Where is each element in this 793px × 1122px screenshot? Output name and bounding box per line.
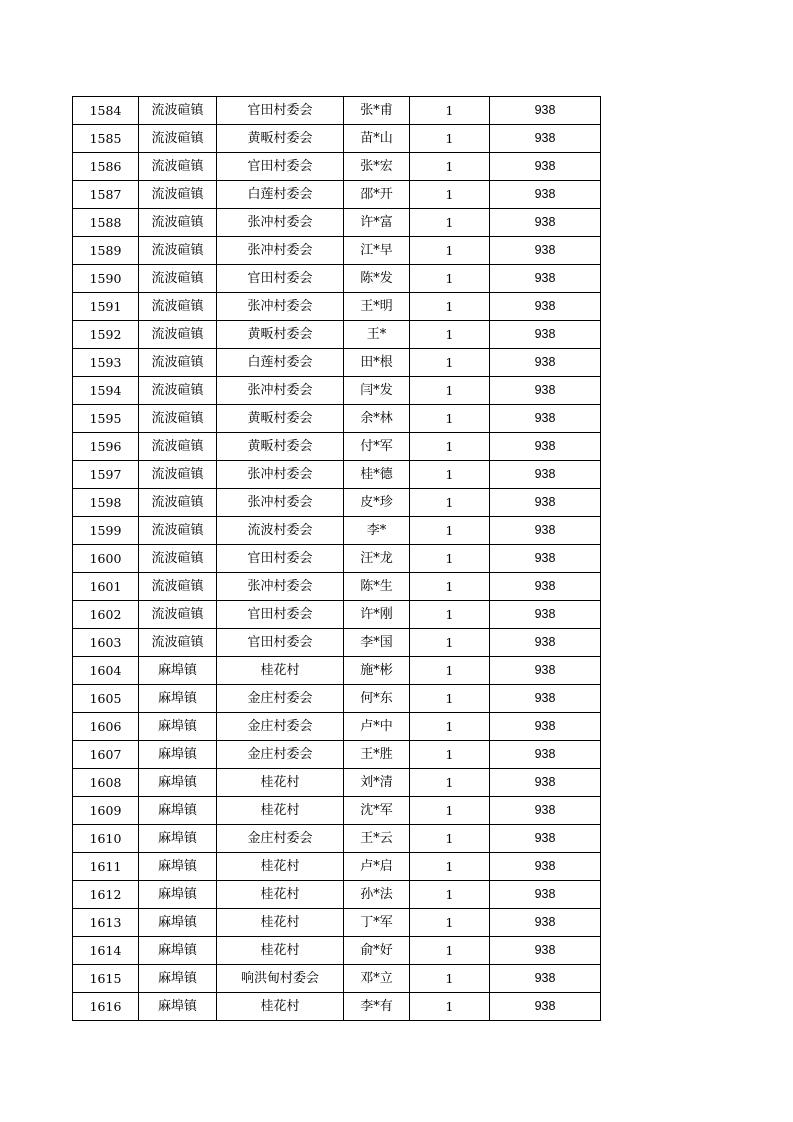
roster-table-body bbox=[73, 97, 601, 1021]
amount-cell: 938 bbox=[490, 741, 601, 769]
amount-cell: 938 bbox=[490, 433, 601, 461]
person-name-cell: 陈*发 bbox=[344, 265, 410, 293]
count-cell: 1 bbox=[410, 573, 490, 601]
amount-cell: 938 bbox=[490, 377, 601, 405]
village-cell: 张冲村委会 bbox=[217, 377, 344, 405]
count-cell: 1 bbox=[410, 741, 490, 769]
person-name-cell: 余*林 bbox=[344, 405, 410, 433]
count-cell: 1 bbox=[410, 825, 490, 853]
count-cell: 1 bbox=[410, 321, 490, 349]
table-row bbox=[73, 965, 601, 993]
row-number-cell: 1608 bbox=[73, 769, 139, 797]
count-cell: 1 bbox=[410, 181, 490, 209]
town-cell: 麻埠镇 bbox=[139, 769, 217, 797]
table-row bbox=[73, 433, 601, 461]
count-cell: 1 bbox=[410, 629, 490, 657]
amount-cell: 938 bbox=[490, 657, 601, 685]
person-name-cell: 江*早 bbox=[344, 237, 410, 265]
town-cell: 流波碹镇 bbox=[139, 321, 217, 349]
village-cell: 张冲村委会 bbox=[217, 489, 344, 517]
person-name-cell: 李*有 bbox=[344, 993, 410, 1021]
village-cell: 官田村委会 bbox=[217, 545, 344, 573]
person-name-cell: 卢*启 bbox=[344, 853, 410, 881]
amount-cell: 938 bbox=[490, 293, 601, 321]
amount-cell: 938 bbox=[490, 965, 601, 993]
amount-cell: 938 bbox=[490, 993, 601, 1021]
table-row bbox=[73, 573, 601, 601]
amount-cell: 938 bbox=[490, 825, 601, 853]
count-cell: 1 bbox=[410, 601, 490, 629]
town-cell: 流波碹镇 bbox=[139, 629, 217, 657]
table-row bbox=[73, 517, 601, 545]
table-row bbox=[73, 993, 601, 1021]
village-cell: 官田村委会 bbox=[217, 97, 344, 125]
town-cell: 麻埠镇 bbox=[139, 965, 217, 993]
count-cell: 1 bbox=[410, 209, 490, 237]
person-name-cell: 汪*龙 bbox=[344, 545, 410, 573]
amount-cell: 938 bbox=[490, 349, 601, 377]
person-name-cell: 陈*生 bbox=[344, 573, 410, 601]
count-cell: 1 bbox=[410, 965, 490, 993]
amount-cell: 938 bbox=[490, 209, 601, 237]
amount-cell: 938 bbox=[490, 937, 601, 965]
row-number-cell: 1587 bbox=[73, 181, 139, 209]
count-cell: 1 bbox=[410, 265, 490, 293]
row-number-cell: 1611 bbox=[73, 853, 139, 881]
amount-cell: 938 bbox=[490, 909, 601, 937]
row-number-cell: 1604 bbox=[73, 657, 139, 685]
amount-cell: 938 bbox=[490, 97, 601, 125]
person-name-cell: 李* bbox=[344, 517, 410, 545]
row-number-cell: 1599 bbox=[73, 517, 139, 545]
count-cell: 1 bbox=[410, 517, 490, 545]
table-row bbox=[73, 405, 601, 433]
table-row bbox=[73, 881, 601, 909]
amount-cell: 938 bbox=[490, 685, 601, 713]
amount-cell: 938 bbox=[490, 517, 601, 545]
village-cell: 张冲村委会 bbox=[217, 293, 344, 321]
table-row bbox=[73, 685, 601, 713]
amount-cell: 938 bbox=[490, 489, 601, 517]
town-cell: 流波碹镇 bbox=[139, 237, 217, 265]
amount-cell: 938 bbox=[490, 405, 601, 433]
count-cell: 1 bbox=[410, 993, 490, 1021]
row-number-cell: 1603 bbox=[73, 629, 139, 657]
table-row bbox=[73, 97, 601, 125]
person-name-cell: 许*富 bbox=[344, 209, 410, 237]
amount-cell: 938 bbox=[490, 545, 601, 573]
town-cell: 麻埠镇 bbox=[139, 853, 217, 881]
table-row bbox=[73, 293, 601, 321]
village-cell: 白莲村委会 bbox=[217, 181, 344, 209]
count-cell: 1 bbox=[410, 349, 490, 377]
table-row bbox=[73, 741, 601, 769]
row-number-cell: 1586 bbox=[73, 153, 139, 181]
person-name-cell: 刘*清 bbox=[344, 769, 410, 797]
town-cell: 流波碹镇 bbox=[139, 433, 217, 461]
table-row bbox=[73, 853, 601, 881]
town-cell: 流波碹镇 bbox=[139, 349, 217, 377]
row-number-cell: 1607 bbox=[73, 741, 139, 769]
row-number-cell: 1589 bbox=[73, 237, 139, 265]
person-name-cell: 田*根 bbox=[344, 349, 410, 377]
person-name-cell: 李*国 bbox=[344, 629, 410, 657]
table-row bbox=[73, 629, 601, 657]
amount-cell: 938 bbox=[490, 713, 601, 741]
person-name-cell: 王* bbox=[344, 321, 410, 349]
village-cell: 官田村委会 bbox=[217, 265, 344, 293]
row-number-cell: 1593 bbox=[73, 349, 139, 377]
table-row bbox=[73, 825, 601, 853]
town-cell: 流波碹镇 bbox=[139, 125, 217, 153]
village-cell: 响洪甸村委会 bbox=[217, 965, 344, 993]
village-cell: 桂花村 bbox=[217, 657, 344, 685]
count-cell: 1 bbox=[410, 237, 490, 265]
row-number-cell: 1614 bbox=[73, 937, 139, 965]
table-row bbox=[73, 489, 601, 517]
amount-cell: 938 bbox=[490, 265, 601, 293]
person-name-cell: 何*东 bbox=[344, 685, 410, 713]
row-number-cell: 1601 bbox=[73, 573, 139, 601]
row-number-cell: 1602 bbox=[73, 601, 139, 629]
count-cell: 1 bbox=[410, 937, 490, 965]
person-name-cell: 邓*立 bbox=[344, 965, 410, 993]
town-cell: 麻埠镇 bbox=[139, 881, 217, 909]
count-cell: 1 bbox=[410, 405, 490, 433]
table-row bbox=[73, 153, 601, 181]
village-cell: 桂花村 bbox=[217, 993, 344, 1021]
town-cell: 流波碹镇 bbox=[139, 97, 217, 125]
amount-cell: 938 bbox=[490, 853, 601, 881]
roster-table bbox=[72, 96, 601, 1021]
town-cell: 流波碹镇 bbox=[139, 601, 217, 629]
table-row bbox=[73, 209, 601, 237]
count-cell: 1 bbox=[410, 97, 490, 125]
town-cell: 麻埠镇 bbox=[139, 741, 217, 769]
person-name-cell: 王*胜 bbox=[344, 741, 410, 769]
table-row bbox=[73, 349, 601, 377]
town-cell: 麻埠镇 bbox=[139, 657, 217, 685]
amount-cell: 938 bbox=[490, 321, 601, 349]
amount-cell: 938 bbox=[490, 153, 601, 181]
row-number-cell: 1597 bbox=[73, 461, 139, 489]
person-name-cell: 俞*好 bbox=[344, 937, 410, 965]
table-row bbox=[73, 125, 601, 153]
count-cell: 1 bbox=[410, 377, 490, 405]
amount-cell: 938 bbox=[490, 237, 601, 265]
table-row bbox=[73, 909, 601, 937]
person-name-cell: 桂*德 bbox=[344, 461, 410, 489]
row-number-cell: 1585 bbox=[73, 125, 139, 153]
row-number-cell: 1590 bbox=[73, 265, 139, 293]
village-cell: 金庄村委会 bbox=[217, 685, 344, 713]
town-cell: 流波碹镇 bbox=[139, 517, 217, 545]
row-number-cell: 1594 bbox=[73, 377, 139, 405]
person-name-cell: 邵*开 bbox=[344, 181, 410, 209]
table-row bbox=[73, 797, 601, 825]
row-number-cell: 1610 bbox=[73, 825, 139, 853]
count-cell: 1 bbox=[410, 489, 490, 517]
count-cell: 1 bbox=[410, 713, 490, 741]
count-cell: 1 bbox=[410, 153, 490, 181]
row-number-cell: 1615 bbox=[73, 965, 139, 993]
row-number-cell: 1588 bbox=[73, 209, 139, 237]
table-row bbox=[73, 769, 601, 797]
amount-cell: 938 bbox=[490, 125, 601, 153]
village-cell: 黄畈村委会 bbox=[217, 321, 344, 349]
town-cell: 流波碹镇 bbox=[139, 489, 217, 517]
table-row bbox=[73, 601, 601, 629]
town-cell: 麻埠镇 bbox=[139, 825, 217, 853]
row-number-cell: 1600 bbox=[73, 545, 139, 573]
village-cell: 官田村委会 bbox=[217, 153, 344, 181]
count-cell: 1 bbox=[410, 881, 490, 909]
row-number-cell: 1598 bbox=[73, 489, 139, 517]
person-name-cell: 施*彬 bbox=[344, 657, 410, 685]
town-cell: 流波碹镇 bbox=[139, 153, 217, 181]
table-row bbox=[73, 321, 601, 349]
amount-cell: 938 bbox=[490, 181, 601, 209]
count-cell: 1 bbox=[410, 433, 490, 461]
count-cell: 1 bbox=[410, 657, 490, 685]
table-row bbox=[73, 545, 601, 573]
amount-cell: 938 bbox=[490, 573, 601, 601]
person-name-cell: 张*宏 bbox=[344, 153, 410, 181]
count-cell: 1 bbox=[410, 461, 490, 489]
village-cell: 官田村委会 bbox=[217, 629, 344, 657]
village-cell: 白莲村委会 bbox=[217, 349, 344, 377]
count-cell: 1 bbox=[410, 853, 490, 881]
row-number-cell: 1606 bbox=[73, 713, 139, 741]
town-cell: 流波碹镇 bbox=[139, 545, 217, 573]
amount-cell: 938 bbox=[490, 601, 601, 629]
town-cell: 流波碹镇 bbox=[139, 405, 217, 433]
village-cell: 桂花村 bbox=[217, 881, 344, 909]
town-cell: 流波碹镇 bbox=[139, 209, 217, 237]
town-cell: 麻埠镇 bbox=[139, 937, 217, 965]
town-cell: 流波碹镇 bbox=[139, 265, 217, 293]
person-name-cell: 许*刚 bbox=[344, 601, 410, 629]
village-cell: 流波村委会 bbox=[217, 517, 344, 545]
village-cell: 黄畈村委会 bbox=[217, 433, 344, 461]
village-cell: 桂花村 bbox=[217, 853, 344, 881]
person-name-cell: 王*云 bbox=[344, 825, 410, 853]
town-cell: 麻埠镇 bbox=[139, 993, 217, 1021]
town-cell: 麻埠镇 bbox=[139, 797, 217, 825]
village-cell: 官田村委会 bbox=[217, 601, 344, 629]
row-number-cell: 1595 bbox=[73, 405, 139, 433]
village-cell: 张冲村委会 bbox=[217, 461, 344, 489]
amount-cell: 938 bbox=[490, 881, 601, 909]
person-name-cell: 孙*法 bbox=[344, 881, 410, 909]
town-cell: 麻埠镇 bbox=[139, 909, 217, 937]
table-row bbox=[73, 461, 601, 489]
table-row bbox=[73, 181, 601, 209]
village-cell: 黄畈村委会 bbox=[217, 125, 344, 153]
town-cell: 麻埠镇 bbox=[139, 713, 217, 741]
row-number-cell: 1609 bbox=[73, 797, 139, 825]
row-number-cell: 1616 bbox=[73, 993, 139, 1021]
town-cell: 流波碹镇 bbox=[139, 573, 217, 601]
count-cell: 1 bbox=[410, 769, 490, 797]
table-row bbox=[73, 657, 601, 685]
village-cell: 金庄村委会 bbox=[217, 713, 344, 741]
row-number-cell: 1613 bbox=[73, 909, 139, 937]
town-cell: 流波碹镇 bbox=[139, 293, 217, 321]
village-cell: 桂花村 bbox=[217, 937, 344, 965]
person-name-cell: 苗*山 bbox=[344, 125, 410, 153]
count-cell: 1 bbox=[410, 293, 490, 321]
village-cell: 桂花村 bbox=[217, 769, 344, 797]
person-name-cell: 张*甫 bbox=[344, 97, 410, 125]
count-cell: 1 bbox=[410, 125, 490, 153]
village-cell: 桂花村 bbox=[217, 909, 344, 937]
row-number-cell: 1596 bbox=[73, 433, 139, 461]
person-name-cell: 皮*珍 bbox=[344, 489, 410, 517]
table-row bbox=[73, 377, 601, 405]
town-cell: 流波碹镇 bbox=[139, 181, 217, 209]
amount-cell: 938 bbox=[490, 629, 601, 657]
row-number-cell: 1584 bbox=[73, 97, 139, 125]
row-number-cell: 1612 bbox=[73, 881, 139, 909]
town-cell: 流波碹镇 bbox=[139, 377, 217, 405]
amount-cell: 938 bbox=[490, 797, 601, 825]
row-number-cell: 1591 bbox=[73, 293, 139, 321]
town-cell: 流波碹镇 bbox=[139, 461, 217, 489]
village-cell: 张冲村委会 bbox=[217, 237, 344, 265]
person-name-cell: 王*明 bbox=[344, 293, 410, 321]
person-name-cell: 丁*军 bbox=[344, 909, 410, 937]
row-number-cell: 1605 bbox=[73, 685, 139, 713]
count-cell: 1 bbox=[410, 685, 490, 713]
amount-cell: 938 bbox=[490, 769, 601, 797]
person-name-cell: 闫*发 bbox=[344, 377, 410, 405]
person-name-cell: 卢*中 bbox=[344, 713, 410, 741]
table-row bbox=[73, 265, 601, 293]
village-cell: 金庄村委会 bbox=[217, 825, 344, 853]
village-cell: 黄畈村委会 bbox=[217, 405, 344, 433]
amount-cell: 938 bbox=[490, 461, 601, 489]
village-cell: 桂花村 bbox=[217, 797, 344, 825]
count-cell: 1 bbox=[410, 797, 490, 825]
table-row bbox=[73, 237, 601, 265]
village-cell: 张冲村委会 bbox=[217, 209, 344, 237]
person-name-cell: 付*军 bbox=[344, 433, 410, 461]
village-cell: 金庄村委会 bbox=[217, 741, 344, 769]
village-cell: 张冲村委会 bbox=[217, 573, 344, 601]
person-name-cell: 沈*军 bbox=[344, 797, 410, 825]
count-cell: 1 bbox=[410, 545, 490, 573]
count-cell: 1 bbox=[410, 909, 490, 937]
table-row bbox=[73, 937, 601, 965]
row-number-cell: 1592 bbox=[73, 321, 139, 349]
town-cell: 麻埠镇 bbox=[139, 685, 217, 713]
table-row bbox=[73, 713, 601, 741]
